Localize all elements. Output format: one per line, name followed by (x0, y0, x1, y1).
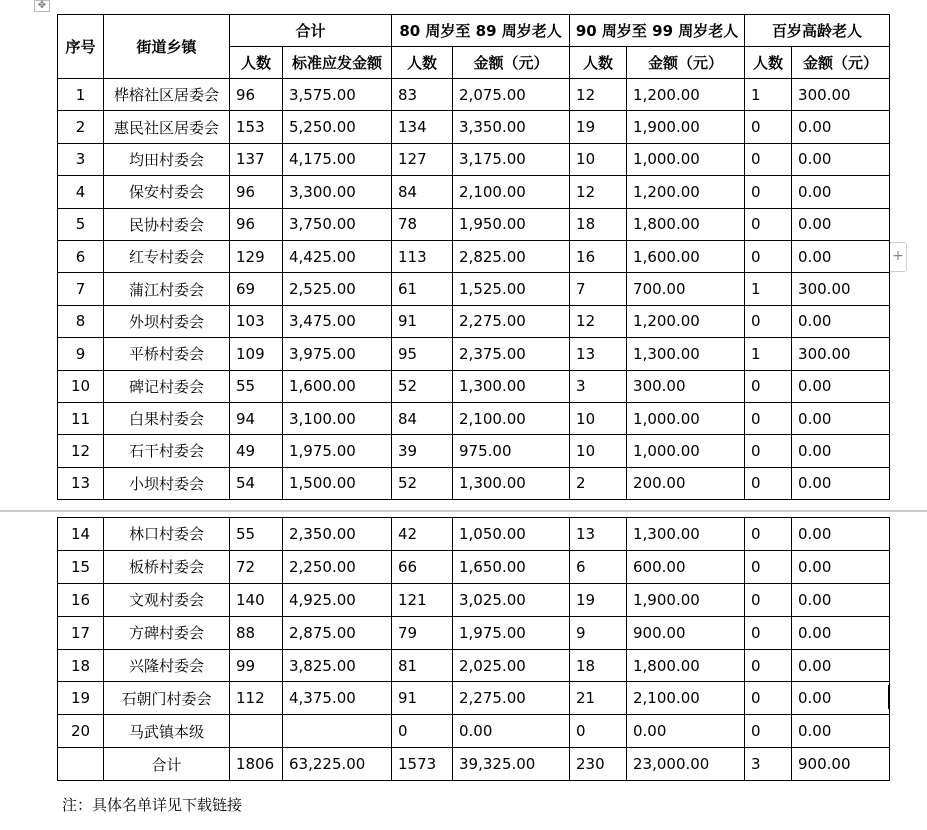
header-seq: 序号 (58, 15, 104, 79)
cell-100-people[interactable]: 0 (745, 208, 792, 240)
table-row (58, 616, 890, 649)
cell-total-amount[interactable]: 4,375.00 (283, 682, 392, 715)
cell-total-people[interactable]: 129 (230, 240, 283, 272)
cell-100-people[interactable]: 0 (745, 370, 792, 402)
cell-100-amount[interactable]: 0.00 (792, 176, 890, 208)
header-100-people: 人数 (745, 47, 792, 79)
cell-100-amount[interactable]: 0.00 (792, 143, 890, 175)
cell-town-name[interactable]: 石干村委会 (104, 435, 230, 467)
cell-total-people[interactable]: 1806 (230, 748, 283, 781)
cell-100-amount[interactable]: 900.00 (792, 748, 890, 781)
header-80-amount: 金额（元） (453, 47, 570, 79)
cell-total-people[interactable]: 88 (230, 616, 283, 649)
header-80-people: 人数 (392, 47, 453, 79)
cell-town-name[interactable]: 小坝村委会 (104, 467, 230, 499)
cell-total-amount[interactable]: 1,600.00 (283, 370, 392, 402)
cell-100-people[interactable]: 0 (745, 467, 792, 499)
header-90-people: 人数 (570, 47, 627, 79)
cell-100-amount[interactable]: 0.00 (792, 616, 890, 649)
cell-seq[interactable]: 15 (58, 550, 104, 583)
allowance-table-page-2 (57, 517, 890, 781)
cell-100-people[interactable]: 0 (745, 550, 792, 583)
cell-100-people[interactable]: 0 (745, 518, 792, 551)
header-total-people: 人数 (230, 47, 283, 79)
table-move-handle-icon[interactable]: ✥ (34, 0, 50, 12)
cell-80-amount[interactable]: 2,075.00 (453, 79, 570, 111)
cell-80-amount[interactable]: 1,300.00 (453, 467, 570, 499)
cell-90-people[interactable]: 16 (570, 240, 627, 272)
table-row (58, 208, 890, 240)
cell-100-amount[interactable]: 0.00 (792, 649, 890, 682)
cell-90-amount[interactable]: 1,200.00 (627, 305, 745, 337)
cell-90-amount[interactable]: 0.00 (627, 715, 745, 748)
cell-total-people[interactable]: 140 (230, 583, 283, 616)
cell-total-amount[interactable]: 3,975.00 (283, 338, 392, 370)
cell-total-amount[interactable]: 1,975.00 (283, 435, 392, 467)
cell-100-people[interactable]: 0 (745, 240, 792, 272)
footnote: 注：具体名单详见下载链接 (62, 796, 243, 814)
cell-100-people[interactable]: 1 (745, 273, 792, 305)
cell-seq[interactable]: 16 (58, 583, 104, 616)
cell-100-amount[interactable]: 0.00 (792, 715, 890, 748)
cell-total-people[interactable] (230, 715, 283, 748)
cell-100-amount[interactable]: 0.00 (792, 518, 890, 551)
cell-80-amount[interactable]: 1,525.00 (453, 273, 570, 305)
text-cursor (888, 685, 890, 709)
table-row (58, 402, 890, 434)
cell-seq[interactable]: 1 (58, 79, 104, 111)
cell-100-people[interactable]: 0 (745, 305, 792, 337)
cell-total-people[interactable]: 69 (230, 273, 283, 305)
cell-90-people[interactable]: 19 (570, 583, 627, 616)
cell-80-amount[interactable]: 1,050.00 (453, 518, 570, 551)
cell-80-people[interactable]: 83 (392, 79, 453, 111)
cell-90-people[interactable]: 10 (570, 435, 627, 467)
cell-town-name[interactable]: 合计 (104, 748, 230, 781)
cell-total-people[interactable]: 55 (230, 370, 283, 402)
cell-90-amount[interactable]: 1,800.00 (627, 208, 745, 240)
cell-80-people[interactable]: 91 (392, 305, 453, 337)
cell-90-people[interactable]: 13 (570, 338, 627, 370)
cell-seq[interactable]: 6 (58, 240, 104, 272)
cell-100-amount[interactable]: 300.00 (792, 79, 890, 111)
cell-total-amount[interactable]: 4,175.00 (283, 143, 392, 175)
cell-100-people[interactable]: 0 (745, 435, 792, 467)
cell-seq[interactable]: 17 (58, 616, 104, 649)
cell-80-people[interactable]: 39 (392, 435, 453, 467)
header-90-amount: 金额（元） (627, 47, 745, 79)
cell-90-amount[interactable]: 1,900.00 (627, 583, 745, 616)
cell-total-people[interactable]: 103 (230, 305, 283, 337)
cell-total-people[interactable]: 96 (230, 79, 283, 111)
cell-80-people[interactable]: 121 (392, 583, 453, 616)
cell-town-name[interactable]: 红专村委会 (104, 240, 230, 272)
cell-town-name[interactable]: 马武镇本级 (104, 715, 230, 748)
cell-100-people[interactable]: 0 (745, 682, 792, 715)
cell-90-people[interactable]: 2 (570, 467, 627, 499)
cell-town-name[interactable]: 兴隆村委会 (104, 649, 230, 682)
cell-100-amount[interactable]: 0.00 (792, 583, 890, 616)
cell-total-amount[interactable]: 2,250.00 (283, 550, 392, 583)
cell-total-people[interactable]: 55 (230, 518, 283, 551)
cell-town-name[interactable]: 板桥村委会 (104, 550, 230, 583)
cell-town-name[interactable]: 文观村委会 (104, 583, 230, 616)
cell-100-people[interactable]: 0 (745, 616, 792, 649)
cell-80-amount[interactable]: 2,275.00 (453, 305, 570, 337)
cell-seq[interactable]: 18 (58, 649, 104, 682)
cell-80-people[interactable]: 78 (392, 208, 453, 240)
cell-total-amount[interactable]: 1,500.00 (283, 467, 392, 499)
cell-seq[interactable]: 14 (58, 518, 104, 551)
cell-100-amount[interactable]: 0.00 (792, 111, 890, 143)
table-row (58, 550, 890, 583)
table-row (58, 748, 890, 781)
cell-total-amount[interactable]: 4,925.00 (283, 583, 392, 616)
cell-90-people[interactable]: 10 (570, 143, 627, 175)
cell-80-amount[interactable]: 3,350.00 (453, 111, 570, 143)
cell-90-people[interactable]: 7 (570, 273, 627, 305)
cell-100-people[interactable]: 0 (745, 583, 792, 616)
cell-80-people[interactable]: 127 (392, 143, 453, 175)
cell-100-amount[interactable]: 300.00 (792, 338, 890, 370)
cell-seq[interactable]: 5 (58, 208, 104, 240)
cell-seq[interactable]: 8 (58, 305, 104, 337)
cell-seq[interactable]: 9 (58, 338, 104, 370)
cell-total-people[interactable]: 112 (230, 682, 283, 715)
cell-90-people[interactable]: 18 (570, 208, 627, 240)
cell-100-people[interactable]: 1 (745, 79, 792, 111)
table-body-page-1 (58, 79, 890, 500)
header-standard-amount: 标准应发金额 (283, 47, 392, 79)
cell-90-amount[interactable]: 1,200.00 (627, 79, 745, 111)
cell-90-amount[interactable]: 200.00 (627, 467, 745, 499)
header-town: 街道乡镇 (104, 15, 230, 79)
cell-town-name[interactable]: 方碑村委会 (104, 616, 230, 649)
cell-town-name[interactable]: 平桥村委会 (104, 338, 230, 370)
cell-seq[interactable]: 3 (58, 143, 104, 175)
cell-80-amount[interactable]: 2,100.00 (453, 176, 570, 208)
cell-100-people[interactable]: 0 (745, 143, 792, 175)
cell-90-people[interactable]: 18 (570, 649, 627, 682)
cell-80-amount[interactable]: 1,950.00 (453, 208, 570, 240)
cell-total-amount[interactable]: 3,750.00 (283, 208, 392, 240)
cell-80-amount[interactable]: 975.00 (453, 435, 570, 467)
cell-90-amount[interactable]: 1,900.00 (627, 111, 745, 143)
cell-total-people[interactable]: 153 (230, 111, 283, 143)
cell-100-amount[interactable]: 0.00 (792, 467, 890, 499)
cell-80-people[interactable]: 134 (392, 111, 453, 143)
cell-total-amount[interactable]: 3,825.00 (283, 649, 392, 682)
cell-total-amount[interactable]: 63,225.00 (283, 748, 392, 781)
cell-90-amount[interactable]: 1,300.00 (627, 518, 745, 551)
table-row (58, 370, 890, 402)
cell-90-amount[interactable]: 1,800.00 (627, 649, 745, 682)
cell-total-people[interactable]: 49 (230, 435, 283, 467)
cell-90-amount[interactable]: 1,000.00 (627, 402, 745, 434)
cell-90-amount[interactable]: 300.00 (627, 370, 745, 402)
cell-100-people[interactable]: 0 (745, 715, 792, 748)
cell-100-amount[interactable]: 0.00 (792, 402, 890, 434)
cell-total-amount[interactable] (283, 715, 392, 748)
cell-90-amount[interactable]: 700.00 (627, 273, 745, 305)
cell-total-amount[interactable]: 3,300.00 (283, 176, 392, 208)
cell-total-amount[interactable]: 3,575.00 (283, 79, 392, 111)
cell-80-amount[interactable]: 3,025.00 (453, 583, 570, 616)
cell-80-amount[interactable]: 1,975.00 (453, 616, 570, 649)
cell-90-people[interactable]: 13 (570, 518, 627, 551)
cell-town-name[interactable]: 白果村委会 (104, 402, 230, 434)
cell-seq[interactable]: 4 (58, 176, 104, 208)
table-row (58, 240, 890, 272)
cell-80-people[interactable]: 84 (392, 402, 453, 434)
cell-100-amount[interactable]: 0.00 (792, 550, 890, 583)
header-total: 合计 (230, 15, 392, 47)
cell-90-people[interactable]: 9 (570, 616, 627, 649)
cell-100-amount[interactable]: 0.00 (792, 370, 890, 402)
cell-90-amount[interactable]: 600.00 (627, 550, 745, 583)
cell-total-people[interactable]: 72 (230, 550, 283, 583)
page-break-divider (0, 510, 927, 512)
cell-100-amount[interactable]: 0.00 (792, 435, 890, 467)
cell-80-people[interactable]: 0 (392, 715, 453, 748)
cell-seq[interactable] (58, 748, 104, 781)
cell-90-people[interactable]: 0 (570, 715, 627, 748)
cell-seq[interactable]: 10 (58, 370, 104, 402)
cell-total-people[interactable]: 96 (230, 176, 283, 208)
cell-80-amount[interactable]: 1,300.00 (453, 370, 570, 402)
cell-90-amount[interactable]: 1,300.00 (627, 338, 745, 370)
cell-total-people[interactable]: 99 (230, 649, 283, 682)
table-row (58, 715, 890, 748)
cell-seq[interactable]: 19 (58, 682, 104, 715)
cell-80-people[interactable]: 84 (392, 176, 453, 208)
table-row (58, 518, 890, 551)
cell-total-people[interactable]: 94 (230, 402, 283, 434)
table-row (58, 273, 890, 305)
add-column-plus-icon[interactable]: + (889, 242, 907, 272)
table-row (58, 176, 890, 208)
header-group-80: 80 周岁至 89 周岁老人 (392, 15, 570, 47)
cell-80-people[interactable]: 113 (392, 240, 453, 272)
cell-90-people[interactable]: 12 (570, 176, 627, 208)
cell-90-amount[interactable]: 1,000.00 (627, 143, 745, 175)
table-row (58, 305, 890, 337)
table-row (58, 143, 890, 175)
cell-seq[interactable]: 12 (58, 435, 104, 467)
cell-80-people[interactable]: 91 (392, 682, 453, 715)
cell-90-people[interactable]: 21 (570, 682, 627, 715)
cell-total-amount[interactable]: 2,525.00 (283, 273, 392, 305)
cell-90-people[interactable]: 10 (570, 402, 627, 434)
header-group-90: 90 周岁至 99 周岁老人 (570, 15, 745, 47)
cell-100-amount[interactable]: 0.00 (792, 240, 890, 272)
cell-90-amount[interactable]: 900.00 (627, 616, 745, 649)
cell-town-name[interactable]: 惠民社区居委会 (104, 111, 230, 143)
cell-90-amount[interactable]: 2,100.00 (627, 682, 745, 715)
cell-80-amount[interactable]: 2,375.00 (453, 338, 570, 370)
allowance-table-page-1 (57, 14, 890, 500)
table-row (58, 111, 890, 143)
cell-total-amount[interactable]: 2,350.00 (283, 518, 392, 551)
table-row (58, 338, 890, 370)
cell-total-amount[interactable]: 3,475.00 (283, 305, 392, 337)
cell-town-name[interactable]: 民协村委会 (104, 208, 230, 240)
cell-town-name[interactable]: 碑记村委会 (104, 370, 230, 402)
cell-90-amount[interactable]: 1,600.00 (627, 240, 745, 272)
cell-seq[interactable]: 13 (58, 467, 104, 499)
table-row (58, 583, 890, 616)
cell-90-amount[interactable]: 23,000.00 (627, 748, 745, 781)
table-row (58, 467, 890, 499)
cell-80-people[interactable]: 66 (392, 550, 453, 583)
cell-total-amount[interactable]: 2,875.00 (283, 616, 392, 649)
cell-total-people[interactable]: 96 (230, 208, 283, 240)
table-body-page-2 (58, 518, 890, 781)
cell-90-people[interactable]: 3 (570, 370, 627, 402)
cell-town-name[interactable]: 石朝门村委会 (104, 682, 230, 715)
cell-80-amount[interactable]: 0.00 (453, 715, 570, 748)
cell-80-amount[interactable]: 2,825.00 (453, 240, 570, 272)
cell-80-people[interactable]: 81 (392, 649, 453, 682)
header-group-100: 百岁高龄老人 (745, 15, 890, 47)
cell-town-name[interactable]: 保安村委会 (104, 176, 230, 208)
cell-100-amount[interactable]: 0.00 (792, 305, 890, 337)
cell-total-people[interactable]: 54 (230, 467, 283, 499)
cell-90-people[interactable]: 12 (570, 79, 627, 111)
cell-total-amount[interactable]: 5,250.00 (283, 111, 392, 143)
cell-80-people[interactable]: 52 (392, 467, 453, 499)
cell-80-people[interactable]: 42 (392, 518, 453, 551)
cell-seq[interactable]: 11 (58, 402, 104, 434)
cell-total-people[interactable]: 137 (230, 143, 283, 175)
cell-total-amount[interactable]: 3,100.00 (283, 402, 392, 434)
table-row (58, 435, 890, 467)
cell-town-name[interactable]: 均田村委会 (104, 143, 230, 175)
cell-town-name[interactable]: 外坝村委会 (104, 305, 230, 337)
table-row (58, 649, 890, 682)
cell-town-name[interactable]: 蒲江村委会 (104, 273, 230, 305)
cell-80-people[interactable]: 1573 (392, 748, 453, 781)
cell-80-amount[interactable]: 2,100.00 (453, 402, 570, 434)
cell-100-people[interactable]: 0 (745, 402, 792, 434)
cell-80-amount[interactable]: 1,650.00 (453, 550, 570, 583)
cell-100-people[interactable]: 0 (745, 176, 792, 208)
cell-seq[interactable]: 7 (58, 273, 104, 305)
cell-90-amount[interactable]: 1,200.00 (627, 176, 745, 208)
cell-80-amount[interactable]: 2,275.00 (453, 682, 570, 715)
table-row (58, 682, 890, 715)
cell-100-people[interactable]: 3 (745, 748, 792, 781)
cell-80-amount[interactable]: 39,325.00 (453, 748, 570, 781)
cell-90-amount[interactable]: 1,000.00 (627, 435, 745, 467)
cell-90-people[interactable]: 12 (570, 305, 627, 337)
cell-80-amount[interactable]: 2,025.00 (453, 649, 570, 682)
cell-80-amount[interactable]: 3,175.00 (453, 143, 570, 175)
cell-90-people[interactable]: 230 (570, 748, 627, 781)
table-row (58, 79, 890, 111)
cell-total-people[interactable]: 109 (230, 338, 283, 370)
cell-100-people[interactable]: 0 (745, 111, 792, 143)
cell-100-amount[interactable]: 300.00 (792, 273, 890, 305)
cell-100-amount[interactable]: 0.00 (792, 208, 890, 240)
cell-100-people[interactable]: 1 (745, 338, 792, 370)
cell-100-people[interactable]: 0 (745, 649, 792, 682)
cell-town-name[interactable]: 桦榕社区居委会 (104, 79, 230, 111)
cell-80-people[interactable]: 95 (392, 338, 453, 370)
cell-90-people[interactable]: 6 (570, 550, 627, 583)
header-100-amount: 金额（元） (792, 47, 890, 79)
cell-80-people[interactable]: 79 (392, 616, 453, 649)
cell-80-people[interactable]: 52 (392, 370, 453, 402)
cell-seq[interactable]: 2 (58, 111, 104, 143)
cell-100-amount[interactable]: 0.00 (792, 682, 890, 715)
cell-total-amount[interactable]: 4,425.00 (283, 240, 392, 272)
cell-80-people[interactable]: 61 (392, 273, 453, 305)
cell-town-name[interactable]: 林口村委会 (104, 518, 230, 551)
cell-seq[interactable]: 20 (58, 715, 104, 748)
cell-90-people[interactable]: 19 (570, 111, 627, 143)
